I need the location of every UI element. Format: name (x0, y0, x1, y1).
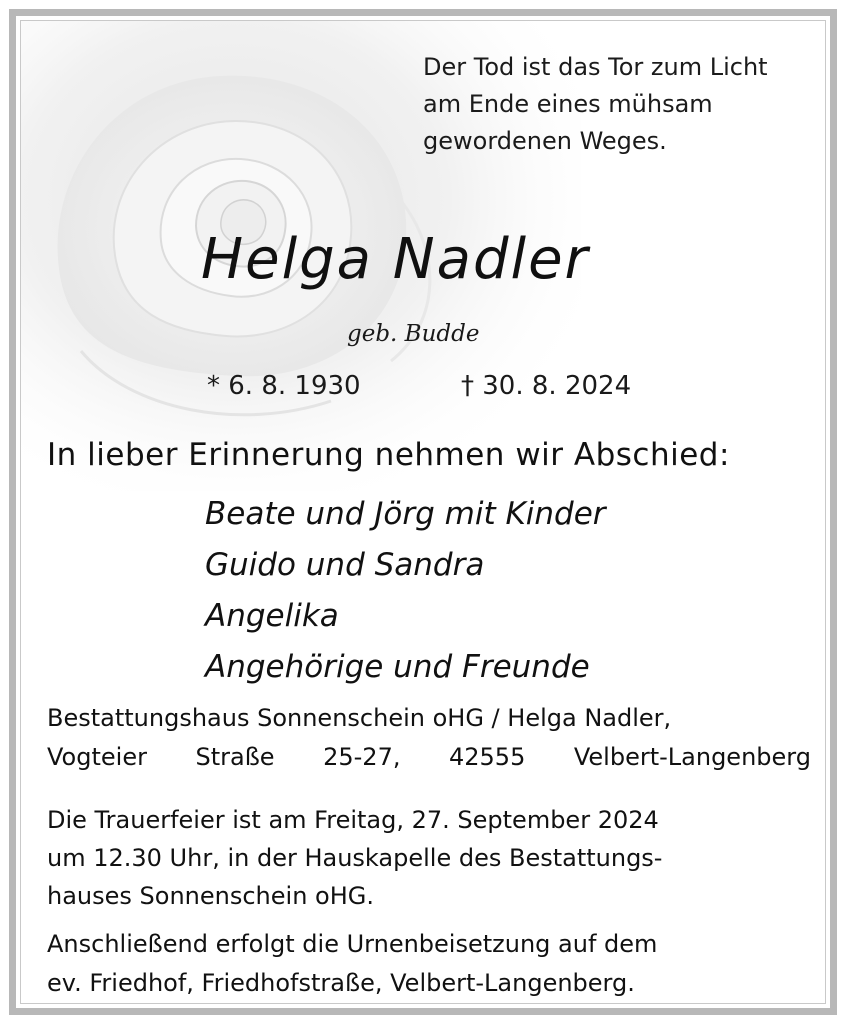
death-date: † 30. 8. 2024 (461, 371, 632, 401)
obituary-frame (9, 9, 837, 1015)
address-part: 42555 (448, 743, 526, 771)
deceased-name: Helga Nadler (201, 227, 590, 292)
burial-line: Anschließend erfolgt die Urnenbeisetzung auf dem (47, 930, 658, 958)
address-part: Vogteier (47, 743, 147, 771)
mourner: Guido und Sandra (205, 547, 485, 583)
service-line: Die Trauerfeier ist am Freitag, 27. September 2024 (47, 806, 659, 834)
address-part: Straße (195, 743, 275, 771)
mourner: Angehörige und Freunde (205, 649, 590, 685)
service-line: um 12.30 Uhr, in der Hauskapelle des Bestattungs- (47, 844, 663, 872)
quote-line: Der Tod ist das Tor zum Licht (423, 53, 768, 81)
mourner: Angelika (205, 598, 339, 634)
quote-line: am Ende eines mühsam (423, 90, 713, 118)
service-info (47, 801, 662, 915)
funeral-home (47, 699, 811, 777)
burial-info (47, 925, 657, 1003)
address-part: Velbert-Langenberg (573, 743, 811, 771)
obituary-card (20, 20, 826, 1004)
farewell-intro: In lieber Erinnerung nehmen wir Abschied: (47, 437, 730, 473)
mourner: Beate und Jörg mit Kinder (205, 496, 606, 532)
service-line: hauses Sonnenschein oHG. (47, 882, 374, 910)
funeral-home-line: Bestattungshaus Sonnenschein oHG / Helga Nadler, (47, 704, 672, 732)
quote (423, 49, 768, 160)
quote-line: gewordenen Weges. (423, 127, 667, 155)
mourners-list (205, 489, 606, 693)
birth-date: * 6. 8. 1930 (207, 371, 361, 401)
burial-line: ev. Friedhof, Friedhofstraße, Velbert-Langenberg. (47, 969, 635, 997)
birth-name: geb. Budde (347, 321, 480, 347)
funeral-home-address (47, 738, 811, 777)
address-part: 25-27, (323, 743, 401, 771)
